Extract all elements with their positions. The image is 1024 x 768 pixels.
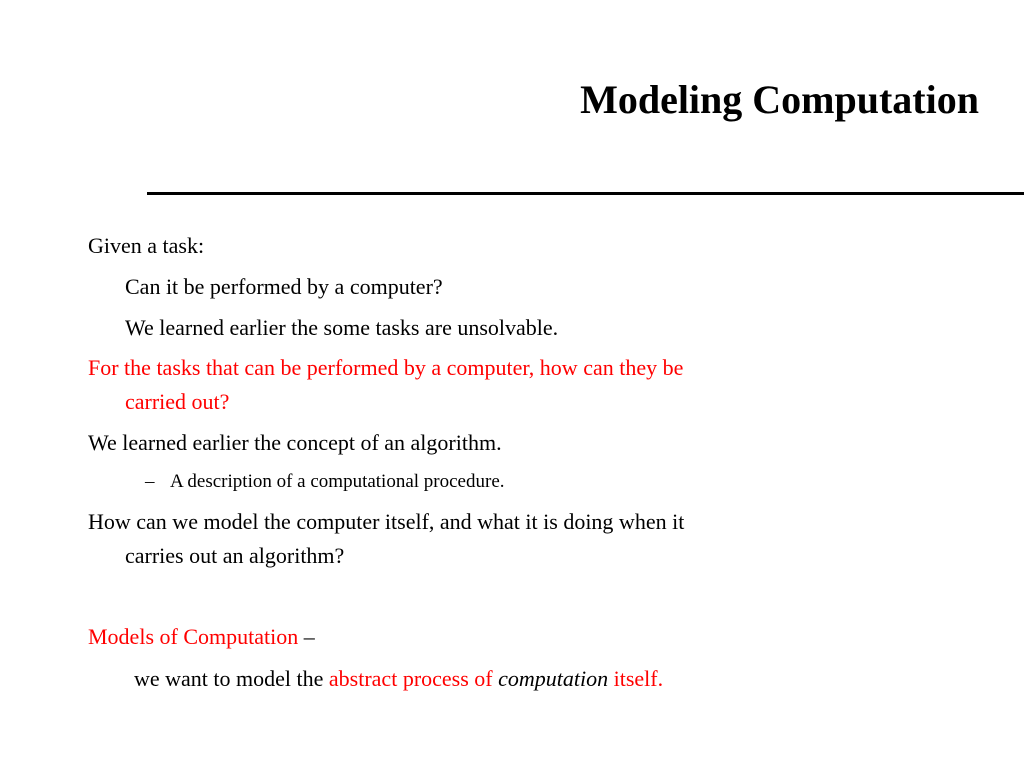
given-task-line: Given a task: <box>88 233 205 258</box>
model-question-line-2: carries out an algorithm? <box>125 543 345 568</box>
computation-text: computation <box>498 666 609 691</box>
models-heading-line <box>88 620 315 654</box>
we-want-text: we want to model the <box>134 666 329 691</box>
itself-text: itself. <box>608 666 664 691</box>
models-of-computation-text: Models of Computation <box>88 624 299 649</box>
sub-bullet-dash: – <box>145 471 155 492</box>
model-question-line-1: How can we model the computer itself, and what it is doing when it <box>88 509 685 534</box>
unsolvable-line: We learned earlier the some tasks are unsolvable. <box>125 315 559 340</box>
abstract-process-line <box>134 662 663 696</box>
algorithm-line: We learned earlier the concept of an algorithm. <box>88 430 502 455</box>
description-line: A description of a computational procedure. <box>170 471 505 492</box>
can-performed-line: Can it be performed by a computer? <box>125 274 443 299</box>
abstract-process-text: abstract process of <box>328 666 499 691</box>
tasks-question-line-2: carried out? <box>125 389 230 414</box>
slide-title: Modeling Computation <box>580 77 979 122</box>
tasks-question-line-1: For the tasks that can be performed by a computer, how can they be <box>88 355 684 380</box>
models-dash: – <box>298 624 315 649</box>
